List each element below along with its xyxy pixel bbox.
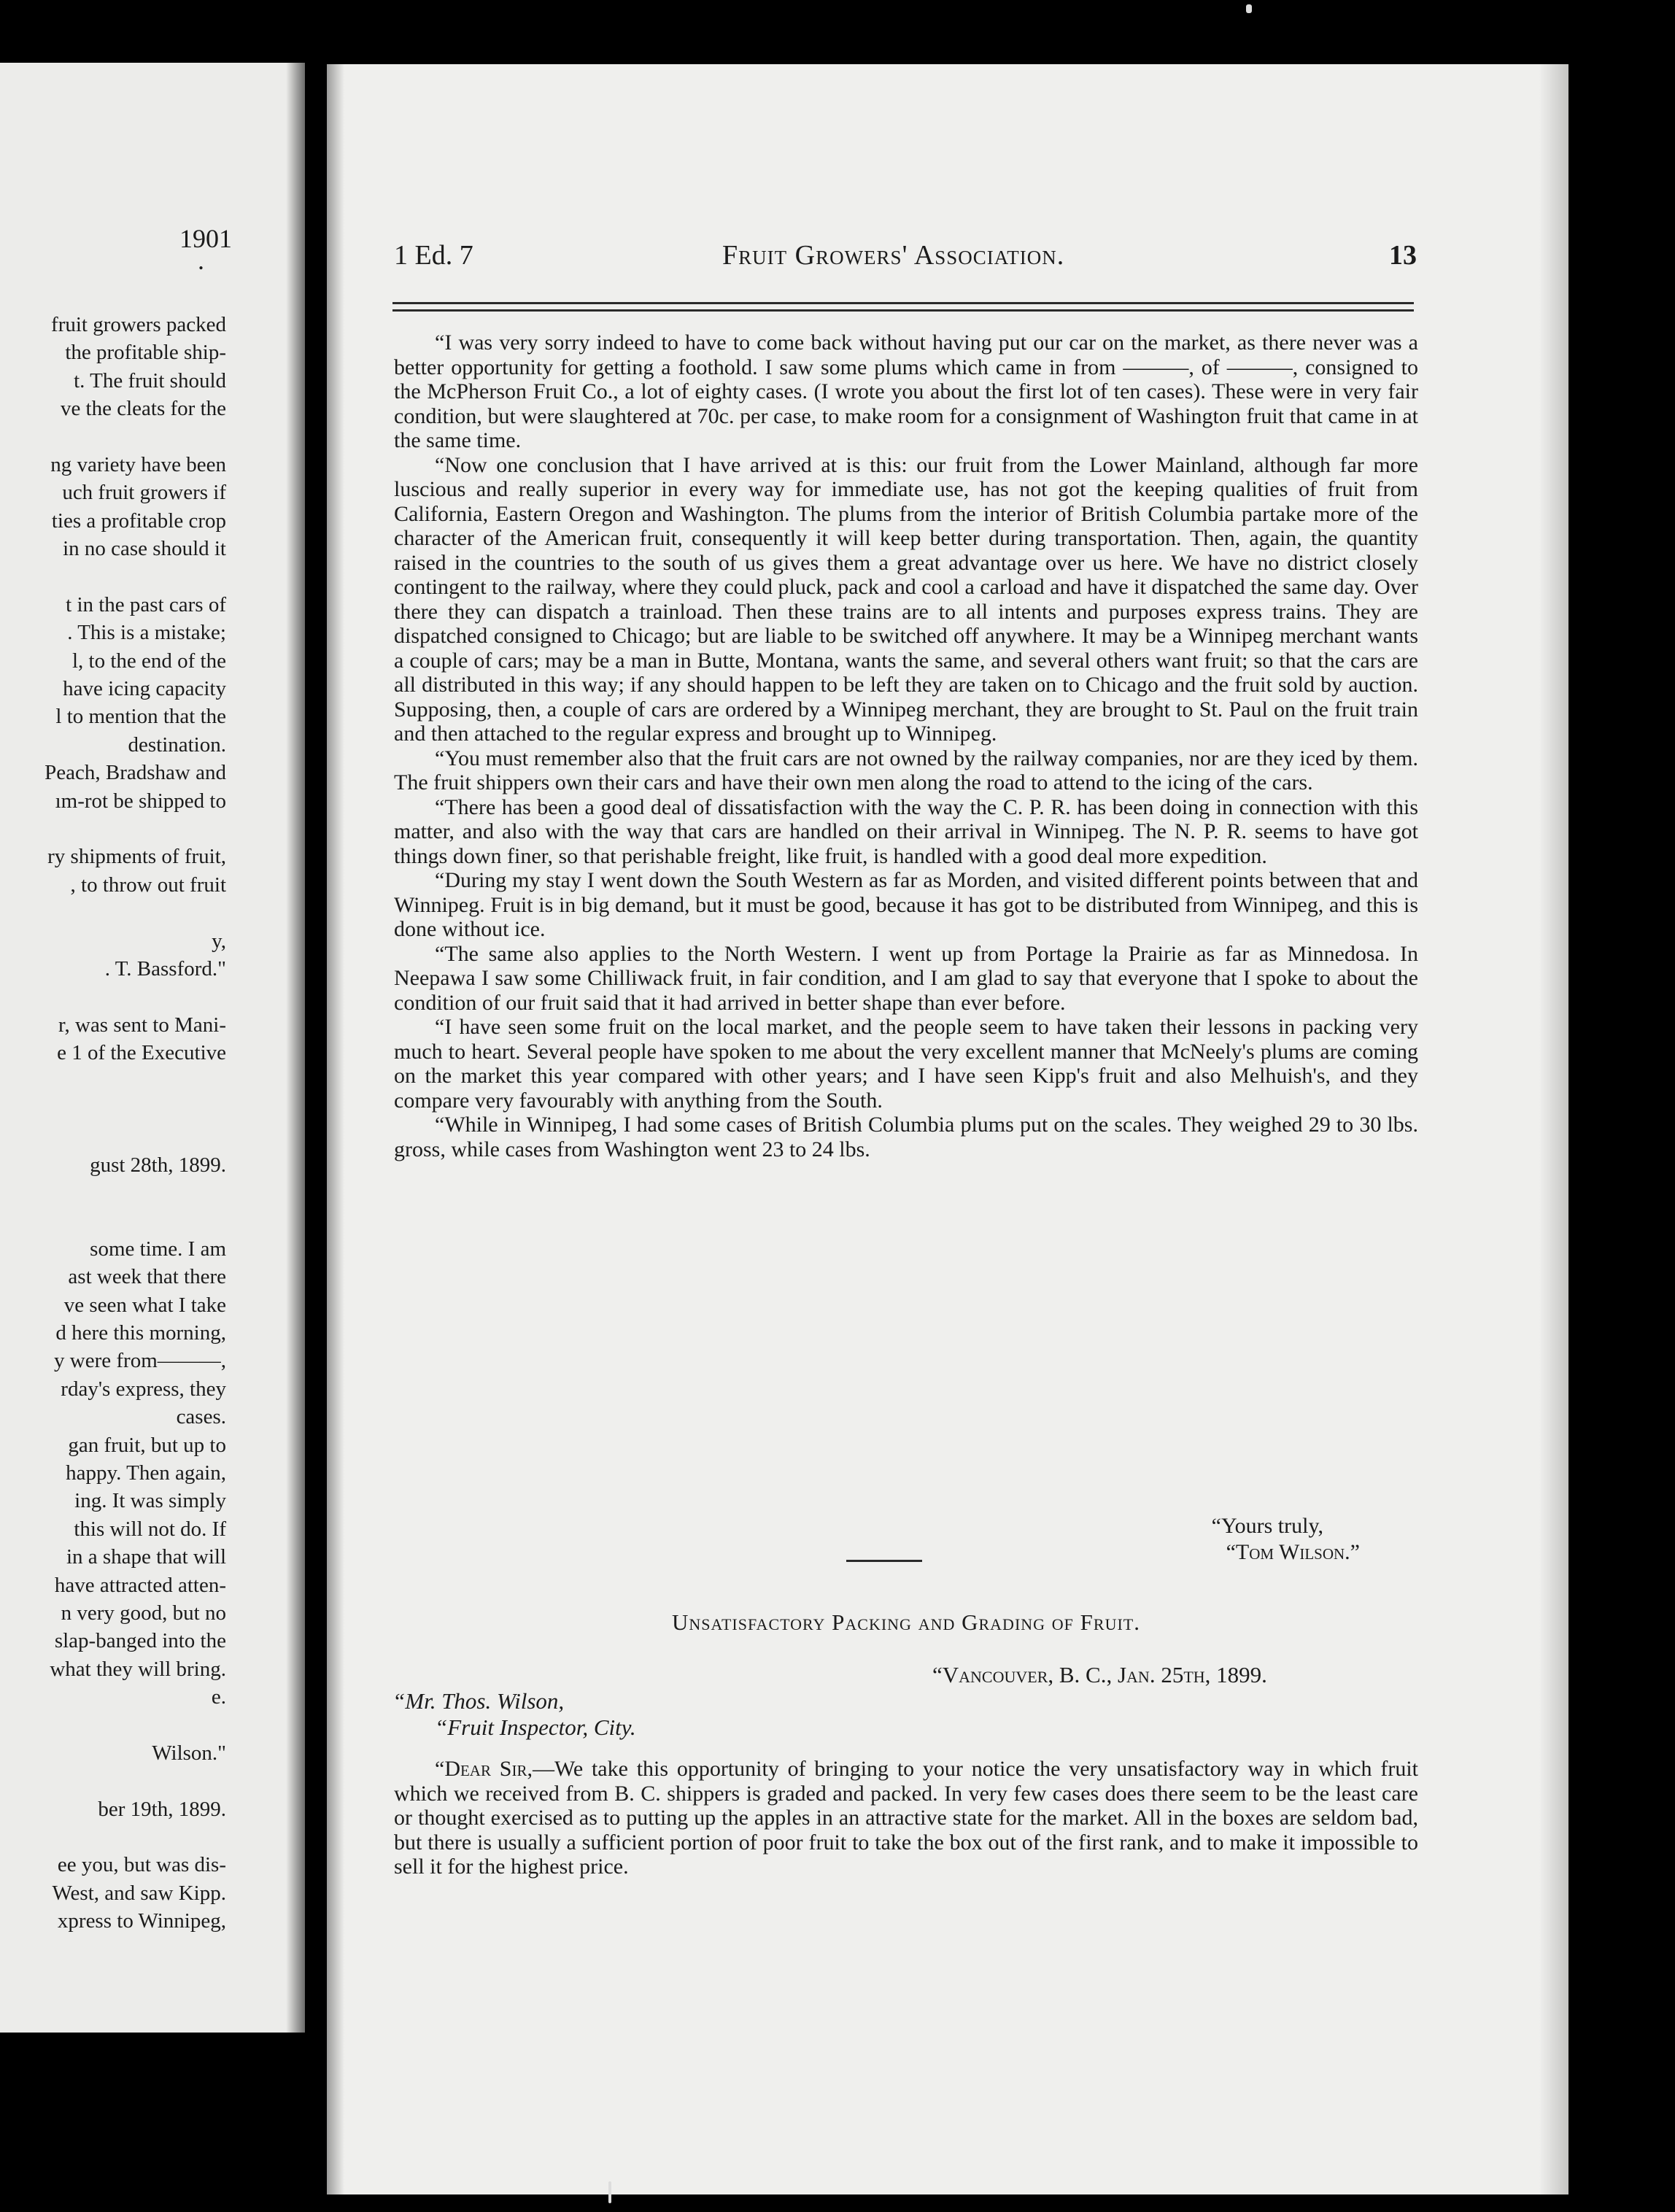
- second-letter-body: [394, 1757, 1418, 1879]
- left-page-line: l, to the end of the: [71, 649, 226, 673]
- running-header-title: Fruit Growers' Association.: [722, 240, 1065, 271]
- left-page-line: . T. Bassford.": [104, 956, 226, 981]
- closing-signature: “Tom Wilson.”: [1226, 1540, 1360, 1564]
- left-page-line: have icing capacity: [63, 677, 226, 701]
- left-page-line: ım-rot be shipped to: [55, 789, 226, 813]
- body-paragraph-1: “I was very sorry indeed to have to come back without having put our car on the market, as there never was a better opportunity for getting a foothold. I saw some plums which came in from ———, of ———, consigned to the McPherson Fruit Co., a lot of eighty cases. (I wrote you about the first lot of ten cases). These were in very fair condition, but were slaughtered at 70c. per case, to make room for a consignment of Washington fruit that came in at the same time.: [394, 330, 1418, 452]
- left-page-line: [0, 1712, 226, 1739]
- second-letter-text: —We take this opportunity of bringing to your notice the very unsatisfactory way in which fruit which we received from B. C. shippers is graded and packed. In very few cases does there seem to be the least care or thought exercised as to putting up the apples in an attractive state for the market. All in the boxes are seldom bad, but there is usually a sufficient portion of poor fruit to take the box out of the first rank, and to make it impossible to sell it for the highest price.: [394, 1757, 1418, 1879]
- left-page-line: uch fruit growers if: [62, 481, 226, 505]
- left-page-line: r, was sent to Mani-: [58, 1013, 226, 1037]
- left-page-line: l to mention that the: [55, 705, 226, 729]
- left-page-line: ast week that there: [68, 1265, 226, 1289]
- left-page-line: have attracted atten-: [54, 1573, 226, 1597]
- left-page-line: e 1 of the Executive: [57, 1041, 226, 1065]
- left-page-line: [0, 1095, 226, 1123]
- left-page-line: y were from———,: [54, 1349, 226, 1373]
- running-header-volume: 1 Ed. 7: [394, 240, 473, 271]
- page-shadow-left: [327, 64, 344, 2194]
- left-page: [0, 63, 305, 2033]
- left-page-line: [0, 563, 226, 591]
- scan-speck: [1246, 4, 1252, 13]
- left-page-line: . This is a mistake;: [67, 621, 226, 645]
- letter-body: [394, 330, 1418, 1161]
- body-paragraph-6: “The same also applies to the North Western. I went up from Portage la Prairie as far as Minnedosa. In Neepawa I saw some Chilliwack fruit, in fair condition, and I am glad to say that everyone that I spoke to about the condition of our fruit said that it had arrived in better shape than ever before.: [394, 941, 1418, 1015]
- section-divider: [846, 1560, 922, 1562]
- left-page-line: cases.: [176, 1405, 226, 1429]
- left-page-line: t. The fruit should: [74, 368, 226, 392]
- left-page-line: ing. It was simply: [74, 1489, 226, 1513]
- left-page-line: Wilson.": [152, 1741, 226, 1765]
- body-paragraph-8: “While in Winnipeg, I had some cases of British Columbia plums put on the scales. They weighed 29 to 30 lbs. gross, while cases from Washington went 23 to 24 lbs.: [394, 1113, 1418, 1161]
- address-line-1: “Mr. Thos. Wilson,: [392, 1688, 565, 1714]
- left-page-line: [0, 1179, 226, 1207]
- left-page-line: West, and saw Kipp.: [52, 1881, 226, 1905]
- left-page-line: ng variety have been: [50, 452, 226, 476]
- left-page-line: [0, 1207, 226, 1235]
- body-paragraph-4: “There has been a good deal of dissatisfaction with the way the C. P. R. has been doing in connection with this matter, and also with the way that cars are handled on their arrival in Winnipeg. The N. P. R. seems to have got things down finer, so that perishable freight, like fruit, is handled with a good deal more expedition.: [394, 794, 1418, 868]
- left-page-text-column: [0, 311, 226, 1936]
- salutation: “Dear Sir,: [435, 1757, 533, 1781]
- left-page-line: [0, 815, 226, 843]
- left-page-line: ber 19th, 1899.: [98, 1797, 226, 1821]
- left-page-line: slap-banged into the: [54, 1629, 226, 1653]
- left-page-year: 1901: [179, 224, 232, 253]
- left-page-line: rday's express, they: [61, 1377, 226, 1401]
- left-page-line: [0, 1067, 226, 1095]
- scan-speck: [608, 2181, 611, 2203]
- closing-yours-truly: “Yours truly,: [1211, 1514, 1323, 1538]
- left-page-line: this will not do. If: [74, 1517, 226, 1541]
- left-page-line: [0, 423, 226, 451]
- body-paragraph-5: “During my stay I went down the South Western as far as Morden, and visited different points between that and Winnipeg. Fruit is in big demand, but it must be good, because it has got to be distributed from Winnipeg, and this is done without ice.: [394, 868, 1418, 941]
- left-page-line: the profitable ship-: [65, 341, 226, 365]
- left-page-line: [0, 1123, 226, 1151]
- left-page-line: some time. I am: [90, 1237, 226, 1261]
- left-page-line: [0, 899, 226, 927]
- left-page-line: [0, 983, 226, 1010]
- left-page-line: d here this morning,: [55, 1321, 226, 1345]
- left-page-line: [0, 1823, 226, 1851]
- left-page-line: what they will bring.: [50, 1657, 226, 1681]
- left-page-line: ve the cleats for the: [60, 397, 226, 421]
- address-line-2: “Fruit Inspector, City.: [435, 1714, 636, 1740]
- left-page-line: ties a profitable crop: [51, 508, 226, 533]
- gutter-shadow: [286, 63, 305, 2033]
- left-page-dot: .: [198, 246, 204, 275]
- left-page-line: ve seen what I take: [63, 1293, 226, 1317]
- body-paragraph-2: “Now one conclusion that I have arrived at is this: our fruit from the Lower Mainland, although far more luscious and really superior in every way for immediate use, has not got the keeping qualities of fruit from California, Eastern Oregon and Washington. The plums from the interior of British Columbia partake more of the character of the American fruit, consequently it will keep better during transportation. Then, again, the quantity raised in the countries to the south of us gives them a great advantage over us here. We have no district closely contingent to the railway, where they could pluck, pack and cool a carload and have it dispatched the same day. Over there they can dispatch a trainload. Then these trains are to all intents and purposes express trains. They are dispatched consigned to Chicago; but are liable to be switched off anywhere. It may be a Winnipeg merchant wants a couple of cars; may be a man in Butte, Montana, wants the same, and several others want fruit; so that the cars are all distributed in this way; if any should happen to be left they are taken on to Chicago and the fruit sold by auction. Supposing, then, a couple of cars are ordered by a Winnipeg merchant, they are brought to St. Paul on the fruit train and then attached to the regular express and brought up to Winnipeg.: [394, 452, 1418, 746]
- right-page: [327, 64, 1568, 2194]
- left-page-line: in a shape that will: [66, 1545, 226, 1569]
- left-page-line: fruit growers packed: [51, 313, 226, 336]
- left-page-line: gust 28th, 1899.: [90, 1153, 226, 1177]
- body-paragraph-7: “I have seen some fruit on the local market, and the people seem to have taken their lessons in packing very much to heart. Several people have spoken to me about the very excellent manner that McNeely's plums are coming on the market this year compared with other years; and I have seen Kipp's fruit and also Melhuish's, and they compare very favourably with anything from the South.: [394, 1015, 1418, 1113]
- left-page-line: e.: [211, 1685, 226, 1709]
- header-rule-top: [392, 302, 1414, 304]
- left-page-line: Peach, Bradshaw and: [45, 761, 226, 785]
- left-page-line: ee you, but was dis-: [57, 1853, 226, 1877]
- left-page-line: happy. Then again,: [66, 1461, 226, 1485]
- left-page-line: in no case should it: [63, 537, 226, 561]
- left-page-line: xpress to Winnipeg,: [57, 1909, 226, 1933]
- second-letter-paragraph: [394, 1757, 1418, 1879]
- left-page-line: , to throw out fruit: [70, 873, 226, 897]
- dateline: “Vancouver, B. C., Jan. 25th, 1899.: [932, 1662, 1267, 1687]
- left-page-line: n very good, but no: [61, 1601, 226, 1625]
- left-page-line: destination.: [128, 732, 226, 757]
- page-number: 13: [1389, 240, 1417, 271]
- left-page-line: ry shipments of fruit,: [47, 845, 226, 869]
- body-paragraph-3: “You must remember also that the fruit cars are not owned by the railway companies, nor are they iced by them. The fruit shippers own their cars and have their own men along the road to attend to the icing of the cars.: [394, 746, 1418, 794]
- header-rule-bottom: [392, 309, 1414, 312]
- left-page-line: [0, 1767, 226, 1795]
- left-page-line: y,: [212, 929, 226, 953]
- left-page-line: t in the past cars of: [66, 592, 226, 616]
- left-page-line: gan fruit, but up to: [68, 1433, 226, 1457]
- page-shadow-right: [1539, 64, 1568, 2194]
- section-heading: Unsatisfactory Packing and Grading of Fruit.: [672, 1609, 1140, 1635]
